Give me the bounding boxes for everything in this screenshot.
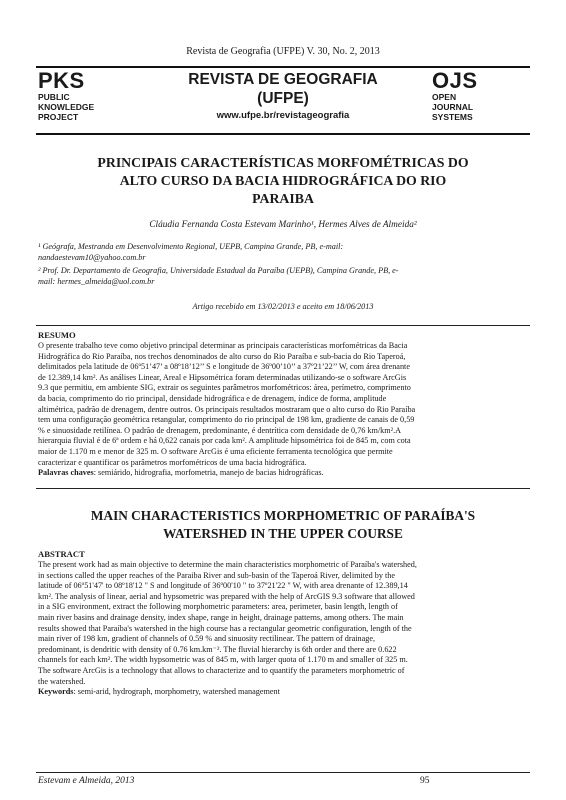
journal-masthead — [150, 70, 416, 124]
resumo-line: maior de 1.170 m e menor de 325 m. O software ArcGis é uma eficiente ferramenta tecnológica que permite — [38, 446, 393, 456]
resumo-keywords — [38, 468, 530, 479]
footer-rule — [36, 772, 530, 773]
abstract-body — [38, 560, 530, 698]
authors: Cláudia Fernanda Costa Estevam Marinho¹, Hermes Alves de Almeida² — [149, 220, 417, 230]
keywords-text: : semi-arid, hydrograph, morphometry, watershed management — [73, 687, 280, 697]
ojs-line: OPEN — [432, 92, 457, 102]
footnote-email[interactable]: nandaestevam10@yahoo.com.br — [38, 252, 146, 262]
ojs-line: SYSTEMS — [432, 112, 473, 122]
resumo-bottom-rule — [36, 488, 530, 489]
page-number: 95 — [420, 776, 430, 786]
pks-line: PROJECT — [38, 112, 79, 122]
title-line: PARAIBA — [252, 191, 314, 206]
title-line: WATERSHED IN THE UPPER COURSE — [163, 526, 403, 541]
english-title — [60, 507, 506, 543]
abstract-line: main river basins and drainage density, index shape, range in height, drainage patterns, among others. The main — [38, 612, 404, 622]
resumo-top-rule — [36, 325, 530, 326]
resumo-line: da bacia, comprimento do rio principal, densidade hidrográfica e de drenagem, índice de forma, amplitude — [38, 393, 387, 403]
resumo-heading: RESUMO — [38, 330, 76, 340]
abstract-line: km². The analysis of linear, aerial and hypsometric was prepared with the help of ArcGIS 9.3 software that allowed — [38, 591, 415, 601]
abstract-line: the watershed. — [38, 676, 86, 686]
resumo-line: Hidrográfica do Rio Paraíba, nos trechos denominados de alto curso do Rio Paraíba e sub-bacia do Rio Taperoá, — [38, 351, 406, 361]
resumo-line: altimétrica, padrão de drenagem, dentre outros. Os principais resultados mostraram que o alto curso do Rio Paraíba — [38, 404, 416, 414]
abstract-heading: ABSTRACT — [38, 549, 85, 559]
resumo-line: % e sinuosidade retilínea. O padrão de drenagem, predominante, é dentrítica com densidade de 0,76 km/km².A — [38, 425, 402, 435]
journal-citation: Revista de Geografia (UFPE) V. 30, No. 2, 2013 — [186, 46, 380, 57]
article-title — [60, 154, 506, 208]
keywords-text: : semiárido, hidrografia, morfometria, manejo de bacias hidrográficas. — [93, 468, 324, 478]
pks-line: PUBLIC — [38, 92, 70, 102]
received-date: Artigo recebido em 13/02/2013 e aceito em 18/06/2013 — [192, 302, 374, 311]
ojs-logo-text: OJS — [432, 68, 478, 93]
resumo-body — [38, 341, 530, 479]
abstract-line: main river of 198 km, gradient of channels of 0.59 % and sinuosity rectilinear. The pattern of drainage, — [38, 634, 376, 644]
resumo-line: hierarquia fluvial é de 6ª ordem e há 0,622 canais por cada km². A amplitude hipsométrica foi de 845 m, com cota — [38, 436, 411, 446]
abstract-keywords — [38, 687, 530, 698]
journal-url[interactable]: www.ufpe.br/revistageografia — [216, 110, 350, 121]
title-line: PRINCIPAIS CARACTERÍSTICAS MORFOMÉTRICAS DO — [97, 155, 469, 170]
pks-logo-text: PKS — [38, 68, 85, 93]
resumo-line: tem uma configuração geométrica retangular, comprimento do rio principal de 198 km, gradiente de canais de 0,59 — [38, 415, 415, 425]
abstract-line: The present work had as main objective to determine the main characteristics morphometric of Paraíba's watershed, — [38, 560, 417, 569]
ojs-logo — [432, 70, 478, 122]
resumo-line: O presente trabalho teve como objetivo principal determinar as principais características morfométricas da Bacia — [38, 341, 408, 350]
abstract-line: latitude of 06º51'47' to 08º18'12 " S and longitude of 36º00'10 " to 37º21'22 " W, with area drenante of 12.389,14 — [38, 581, 408, 591]
abstract-line: in sections called the upper reaches of the Paraiba River and sub-basin of the Taperoá River, delimited by the — [38, 570, 396, 580]
resumo-line: de 12.389,14 km². As análises Linear, Areal e Hipsométrica foram determinadas utilizando-se o software ArcGis — [38, 372, 407, 382]
journal-name: REVISTA DE GEOGRAFIA — [188, 71, 378, 88]
keywords-label: Palavras chaves — [38, 468, 94, 478]
footnote-2 — [38, 266, 530, 287]
header-bottom-rule — [36, 133, 530, 135]
journal-name-sub: (UFPE) — [257, 90, 309, 107]
footnote-1 — [38, 242, 530, 263]
abstract-line: The software ArcGis is a technology that allows to characterize and to quantify the parameters morphometric of — [38, 665, 405, 675]
resumo-line: caracterizar e quantificar os parâmetros morfométricos de uma bacia hidrográfica. — [38, 457, 307, 467]
resumo-line: 9.3 que permitiu, em ambiente SIG, extrair os seguintes parâmetros morfométricos: área, perímetro, comprimento — [38, 383, 411, 393]
resumo-line: delimitados pela latitude de 06º51’47’ a 08º18’12’’ S e longitude de 36º00’10’’ a 37º21’22’’ W, com área drenante — [38, 362, 410, 372]
ojs-line: JOURNAL — [432, 102, 474, 112]
abstract-line: in a SIG environment, extract the following morphometric parameters: area, perimeter, basin length, length of — [38, 602, 398, 612]
keywords-label: Keywords — [38, 687, 74, 697]
pks-line: KNOWLEDGE — [38, 102, 95, 112]
abstract-line: predominant, is dendritic with density of 0.76 km.km⁻². The fluvial hierarchy is 6th order and there are 0.622 — [38, 644, 397, 654]
footer-citation: Estevam e Almeida, 2013 — [38, 776, 135, 786]
abstract-line: results showed that Paraíba's watershed in the high course has a rectangular geometric configuration, length of the — [38, 623, 412, 633]
footnote-line: ² Prof. Dr. Departamento de Geografia, Universidade Estadual da Paraíba (UEPB), Campina Grande, PB, e- — [38, 266, 399, 275]
footnote-line: ¹ Geógrafa, Mestranda em Desenvolvimento Regional, UEPB, Campina Grande, PB, e-mail: — [38, 242, 344, 251]
pks-logo — [38, 70, 94, 122]
abstract-line: channels for each km². The width hypsometric was of 845 m, with larger quota of 1.170 m and smaller of 325 m. — [38, 655, 408, 665]
title-line: ALTO CURSO DA BACIA HIDROGRÁFICA DO RIO — [119, 173, 447, 188]
title-line: MAIN CHARACTERISTICS MORPHOMETRIC OF PARAÍBA'S — [90, 508, 476, 523]
footnote-email[interactable]: mail: hermes_almeida@uol.com.br — [38, 276, 155, 286]
